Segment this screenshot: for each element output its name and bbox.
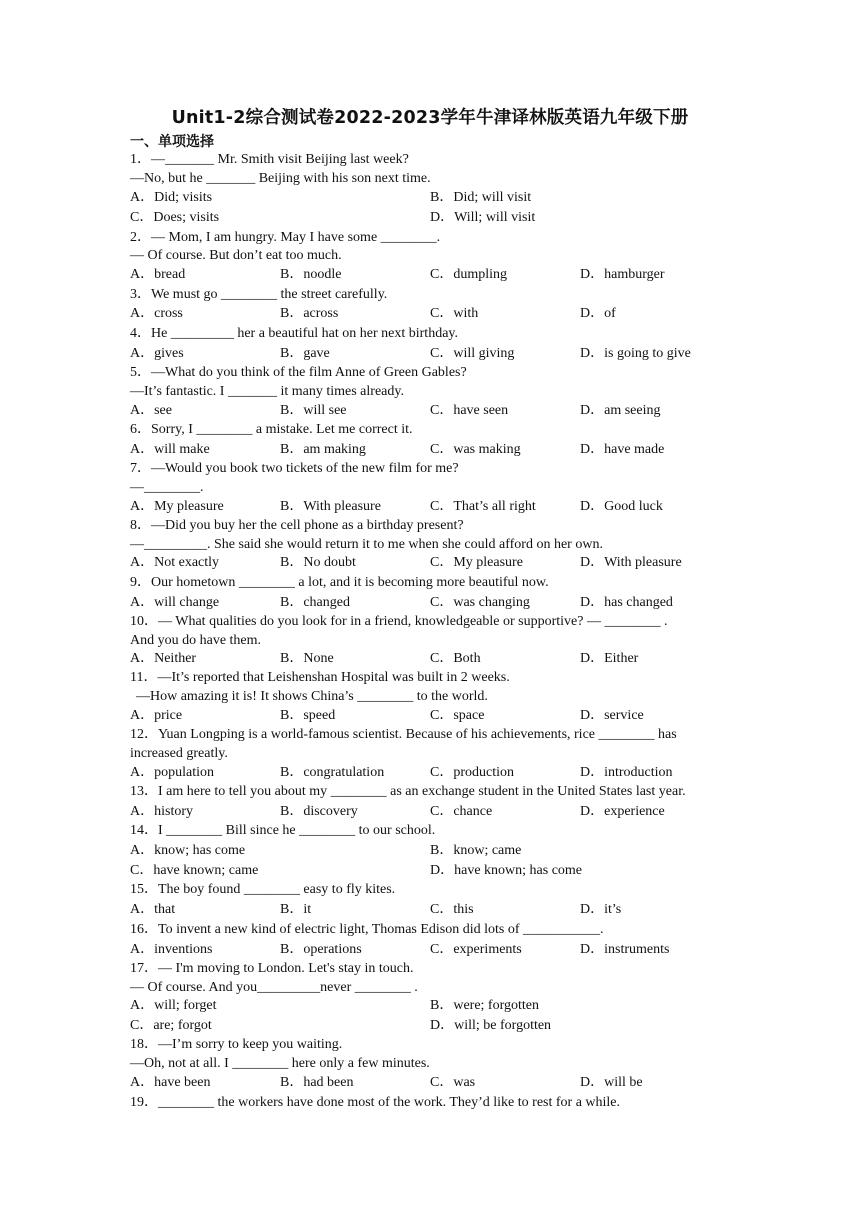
question-1-option-b: B．Did; will visit [430,190,532,205]
question-4-stem: 4．He _________ her a beautiful hat on her next birthday. [130,326,459,341]
question-10-option-d: D．Either [580,651,639,666]
question-10-stem: 10．— What qualities do you look for in a friend, knowledgeable or supportive? — ________ . [130,614,668,629]
question-13-option-c: C．chance [430,804,493,819]
question-14-option-a: A．know; has come [130,843,246,858]
question-8-option-d: D．With pleasure [580,555,682,570]
question-4-option-b: B．gave [280,346,330,361]
question-4-option-d: D．is going to give [580,346,691,361]
question-2-stem-2: — Of course. But don’t eat too much. [130,248,342,263]
question-15-option-b: B．it [280,902,312,917]
question-5-stem: 5．—What do you think of the film Anne of Green Gables? [130,365,467,380]
question-16-option-b: B．operations [280,942,362,957]
question-1-option-d: D．Will; will visit [430,210,536,225]
question-8-stem-2: —_________. She said she would return it to me when she could afford on her own. [130,537,603,552]
question-2-option-a: A．bread [130,267,186,282]
question-5-option-b: B．will see [280,403,347,418]
question-16-option-c: C．experiments [430,942,522,957]
question-15-option-c: C．this [430,902,474,917]
question-13-stem: 13．I am here to tell you about my ________ as an exchange student in the United States last year. [130,784,686,799]
question-6-stem: 6．Sorry, I ________ a mistake. Let me correct it. [130,422,413,437]
question-8-option-b: B．No doubt [280,555,356,570]
question-11-stem: 11．—It’s reported that Leishenshan Hospital was built in 2 weeks. [130,670,510,685]
question-10-stem-2: And you do have them. [130,633,262,648]
question-6-option-a: A．will make [130,442,210,457]
question-7-option-b: B．With pleasure [280,499,381,514]
question-17-stem-2: — Of course. And you_________never ________ . [130,980,418,995]
question-2-stem: 2．— Mom, I am hungry. May I have some ________. [130,230,441,245]
question-18-option-d: D．will be [580,1075,643,1090]
question-8-option-c: C．My pleasure [430,555,523,570]
question-2-option-b: B．noodle [280,267,342,282]
question-9-stem: 9．Our hometown ________ a lot, and it is becoming more beautiful now. [130,575,549,590]
question-7-option-d: D．Good luck [580,499,663,514]
question-4-option-a: A．gives [130,346,184,361]
question-13-option-b: B．discovery [280,804,358,819]
question-15-option-a: A．that [130,902,176,917]
question-7-stem-2: —________. [130,480,204,495]
question-11-option-c: C．space [430,708,485,723]
question-14-stem: 14．I ________ Bill since he ________ to our school. [130,823,436,838]
question-10-option-a: A．Neither [130,651,197,666]
question-1-option-c: C．Does; visits [130,210,220,225]
question-12-option-b: B．congratulation [280,765,385,780]
question-3-stem: 3．We must go ________ the street carefully. [130,287,388,302]
question-9-option-b: B．changed [280,595,350,610]
question-12-stem: 12．Yuan Longping is a world-famous scientist. Because of his achievements, rice ________ has [130,727,677,742]
page-title: Unit1-2综合测试卷2022-2023学年牛津译林版英语九年级下册 [171,108,689,128]
question-14-option-c: C．have known; came [130,863,259,878]
question-15-option-d: D．it’s [580,902,622,917]
question-16-option-a: A．inventions [130,942,213,957]
question-16-stem: 16．To invent a new kind of electric light, Thomas Edison did lots of ___________. [130,922,604,937]
question-12-option-a: A．population [130,765,214,780]
question-18-option-a: A．have been [130,1075,211,1090]
question-6-option-d: D．have made [580,442,665,457]
question-18-stem-2: —Oh, not at all. I ________ here only a few minutes. [130,1056,430,1071]
question-3-option-c: C．with [430,306,479,321]
question-13-option-a: A．history [130,804,193,819]
question-8-option-a: A．Not exactly [130,555,220,570]
question-10-option-b: B．None [280,651,334,666]
question-5-option-a: A．see [130,403,172,418]
question-10-option-c: C．Both [430,651,481,666]
question-18-option-b: B．had been [280,1075,354,1090]
question-9-option-c: C．was changing [430,595,530,610]
question-17-stem: 17．— I'm moving to London. Let's stay in touch. [130,961,414,976]
question-18-option-c: C．was [430,1075,476,1090]
question-11-option-d: D．service [580,708,644,723]
question-6-option-b: B．am making [280,442,366,457]
question-11-option-a: A．price [130,708,183,723]
question-5-option-c: C．have seen [430,403,509,418]
question-2-option-c: C．dumpling [430,267,508,282]
question-11-option-b: B．speed [280,708,336,723]
question-17-option-b: B．were; forgotten [430,998,539,1013]
question-6-option-c: C．was making [430,442,521,457]
question-19-stem: 19．________ the workers have done most of the work. They’d like to rest for a while. [130,1095,621,1110]
question-1-stem: 1．—_______ Mr. Smith visit Beijing last week? [130,152,409,167]
question-17-option-d: D．will; be forgotten [430,1018,552,1033]
question-13-option-d: D．experience [580,804,665,819]
question-9-option-a: A．will change [130,595,220,610]
question-7-stem: 7．—Would you book two tickets of the new film for me? [130,461,459,476]
question-17-option-a: A．will; forget [130,998,217,1013]
question-12-stem-2: increased greatly. [130,746,228,761]
question-2-option-d: D．hamburger [580,267,665,282]
question-12-option-c: C．production [430,765,514,780]
question-12-option-d: D．introduction [580,765,673,780]
question-7-option-c: C．That’s all right [430,499,536,514]
question-3-option-a: A．cross [130,306,183,321]
question-1-option-a: A．Did; visits [130,190,213,205]
section-heading: 一、单项选择 [130,134,214,150]
question-5-option-d: D．am seeing [580,403,661,418]
question-3-option-d: D．of [580,306,616,321]
question-15-stem: 15．The boy found ________ easy to fly kites. [130,882,396,897]
question-9-option-d: D．has changed [580,595,673,610]
question-11-stem-2: —How amazing it is! It shows China’s ________ to the world. [136,689,488,704]
question-4-option-c: C．will giving [430,346,515,361]
question-14-option-d: D．have known; has come [430,863,583,878]
question-7-option-a: A．My pleasure [130,499,224,514]
question-8-stem: 8．—Did you buy her the cell phone as a birthday present? [130,518,464,533]
question-16-option-d: D．instruments [580,942,670,957]
question-1-stem-2: —No, but he _______ Beijing with his son next time. [130,171,431,186]
question-18-stem: 18．—I’m sorry to keep you waiting. [130,1037,343,1052]
question-5-stem-2: —It’s fantastic. I _______ it many times already. [130,384,404,399]
question-3-option-b: B．across [280,306,339,321]
question-17-option-c: C．are; forgot [130,1018,212,1033]
question-14-option-b: B．know; came [430,843,522,858]
